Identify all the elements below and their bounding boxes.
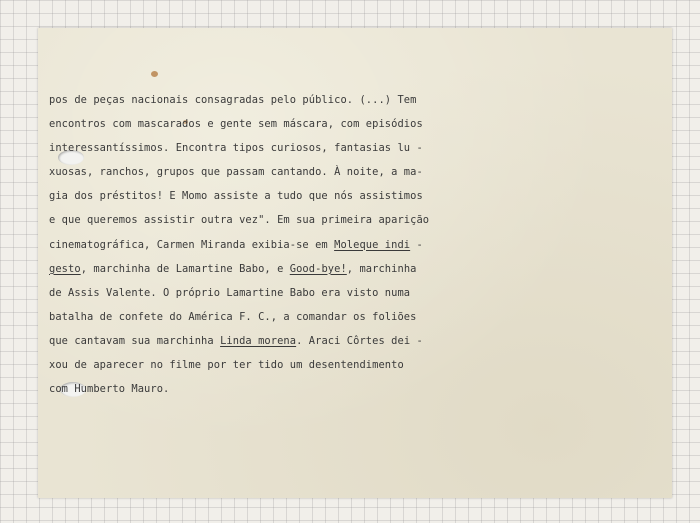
stain-spot xyxy=(151,71,158,77)
text-line xyxy=(49,281,624,305)
text-segment: . Araci Côrtes dei - xyxy=(296,334,423,347)
text-line xyxy=(49,377,624,401)
text-segment: e que queremos assistir outra vez". Em sua primeira aparição xyxy=(49,214,430,227)
text-segment: cinematográfica, Carmen Miranda exibia-se em xyxy=(49,238,335,251)
text-segment: com Humberto Mauro. xyxy=(49,383,170,396)
text-segment: - xyxy=(410,238,423,251)
text-segment: encontros com mascarados e gente sem máscara, com episódios xyxy=(49,118,423,131)
text-segment: , marchinha xyxy=(346,262,417,275)
text-segment: xou de aparecer no filme por ter tido um desentendimento xyxy=(49,359,404,372)
underlined-title: Linda morena xyxy=(220,334,297,347)
text-segment: pos de peças nacionais consagradas pelo público. (...) Tem xyxy=(49,94,417,106)
text-line xyxy=(49,305,624,329)
text-line xyxy=(49,112,624,136)
underlined-title: gesto xyxy=(49,262,81,275)
text-segment: de Assis Valente. O próprio Lamartine Babo era visto numa xyxy=(49,286,411,299)
underlined-title: Good-bye! xyxy=(289,262,347,275)
underlined-title: Moleque indi xyxy=(334,238,411,251)
text-line xyxy=(49,160,624,184)
text-line xyxy=(49,184,624,208)
text-segment: , marchinha de Lamartine Babo, e xyxy=(80,262,290,275)
text-line xyxy=(49,136,624,160)
text-segment: que cantavam sua marchinha xyxy=(49,334,221,347)
text-line xyxy=(49,208,624,232)
text-segment: batalha de confete do América F. C., a comandar os foliões xyxy=(49,310,417,323)
text-line xyxy=(49,329,624,353)
text-line xyxy=(49,233,624,257)
text-segment: xuosas, ranchos, grupos que passam cantando. À noite, a ma- xyxy=(49,166,423,179)
text-segment: gia dos préstitos! E Momo assiste a tudo que nós assistimos xyxy=(49,190,423,203)
text-line xyxy=(49,88,624,112)
text-segment: interessantíssimos. Encontra tipos curiosos, fantasias lu - xyxy=(49,142,423,155)
text-line xyxy=(49,257,624,281)
typed-text-block xyxy=(49,88,624,401)
text-line xyxy=(49,353,624,377)
